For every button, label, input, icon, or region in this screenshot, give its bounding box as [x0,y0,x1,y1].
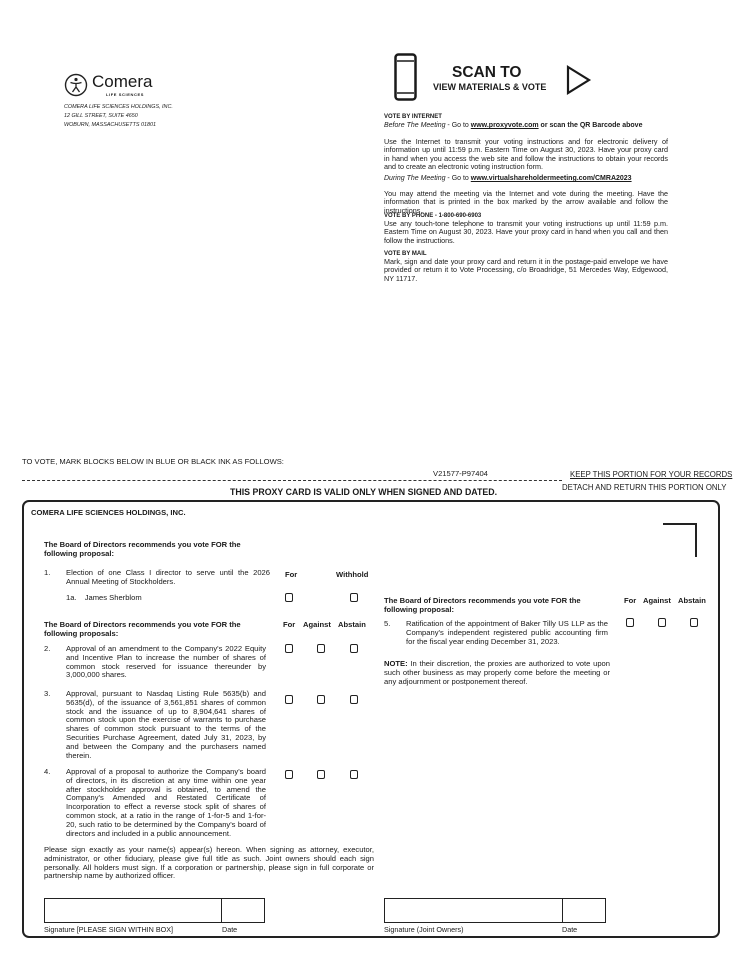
board-recommendation-1: The Board of Directors recommends you vote FOR the following proposal: [44,540,241,558]
proposal-2-abstain-checkbox[interactable] [350,644,358,653]
proposal-5-against-checkbox[interactable] [658,618,666,627]
joint-signature-label: Signature (Joint Owners) [384,925,464,934]
proposal-number: 4. [44,767,51,776]
valid-notice: THIS PROXY CARD IS VALID ONLY WHEN SIGNED AND DATED. [230,487,498,497]
nominee-name: James Sherblom [84,593,142,602]
scan-title: SCAN TO [452,64,522,81]
nominee-1a [66,594,142,603]
joint-signature-date-box[interactable] [562,898,606,923]
proposal-4-for-checkbox[interactable] [285,770,293,779]
proposal-2-for-checkbox[interactable] [285,644,293,653]
proposal-5-abstain-checkbox[interactable] [690,618,698,627]
proxyvote-link[interactable]: www.proxyvote.com [470,122,539,129]
board-recommendation-3: The Board of Directors recommends you vote FOR the following proposal: [384,596,581,614]
before-tail: or scan the QR Barcode above [538,122,643,129]
proposal-2-against-checkbox[interactable] [317,644,325,653]
virtual-meeting-link[interactable]: www.virtualshareholdermeeting.com/CMRA2023 [470,175,632,182]
before-label: Before The Meeting [384,122,446,129]
detach-portion-label: DETACH AND RETURN THIS PORTION ONLY [562,483,727,492]
proposal-3-abstain-checkbox[interactable] [350,695,358,704]
proposal-number: 2. [44,644,51,653]
signature-label: Signature [PLEASE SIGN WITHIN BOX] [44,925,174,934]
internet-para1: Use the Internet to transmit your voting instructions and for electronic delivery of information up until 11:59 p.m. Eastern Time on August 30, 2023. Have your proxy card in hand when you access the web site and follow the instructions to obtain your records and to create an electronic voting instruction form. [384,137,668,171]
card-company-name: COMERA LIFE SCIENCES HOLDINGS, INC. [31,508,186,517]
nominee-1a-for-checkbox[interactable] [285,593,293,602]
col-withhold: Withhold [336,570,369,579]
comera-logo-icon [64,73,88,97]
joint-signature-box[interactable] [384,898,563,923]
company-logo [64,72,174,100]
corner-mark [695,523,697,557]
mail-heading: VOTE BY MAIL [384,251,427,257]
phone-heading: VOTE BY PHONE - 1-800-690-6903 [384,213,482,219]
control-code: V21577-P97404 [433,469,488,478]
company-address [64,103,173,130]
proposal-4-against-checkbox[interactable] [317,770,325,779]
scan-subtitle: VIEW MATERIALS & VOTE [433,82,547,92]
logo-wordmark: Comera [92,72,153,91]
signature-date-box[interactable] [221,898,265,923]
nominee-number: 1a. [66,593,77,602]
internet-before-line [384,122,674,131]
joint-date-label: Date [562,925,578,934]
proposal-3-for-checkbox[interactable] [285,695,293,704]
corner-mark [663,523,697,525]
col-abstain-3: Abstain [678,596,706,605]
col-for-3: For [624,596,637,605]
date-label: Date [222,925,238,934]
mail-text: Mark, sign and date your proxy card and return it in the postage-paid envelope we have provided or return it to Vote Processing, c/o Broadridge, 51 Mercedes Way, Edgewood, NY 11717. [384,257,668,283]
proposal-number: 1. [44,568,51,577]
phone-icon [394,53,417,101]
sign-instructions: Please sign exactly as your name(s) appear(s) hereon. When signing as attorney, executor, administrator, or other fiduciary, please give full title as such. Joint owners should each sign personally. All holders must sign. If a corporation or partnership, please sign in full corporate or partnership name by authorized officer. [44,845,374,881]
proposal-number: 5. [384,619,391,628]
during-mid: - Go to [445,175,471,182]
proposal-4-abstain-checkbox[interactable] [350,770,358,779]
proposal-text: Ratification of the appointment of Baker Tilly US LLP as the Company's independent registered public accounting firm for the fiscal year ending December 31, 2023. [406,619,608,646]
mark-instruction: TO VOTE, MARK BLOCKS BELOW IN BLUE OR BLACK INK AS FOLLOWS: [22,457,284,466]
proposal-number: 3. [44,689,51,698]
keep-portion-label: KEEP THIS PORTION FOR YOUR RECORDS [570,470,733,479]
address-line: 12 GILL STREET, SUITE 4650 [64,113,138,119]
proposal-text: Election of one Class I director to serve until the 2026 Annual Meeting of Stockholders. [66,568,270,586]
proposal-text: Approval, pursuant to Nasdaq Listing Rule 5635(b) and 5635(d), of the issuance of 3,561,851 shares of common stock and the issuance of up to 8,904,641 shares of common stock upon the exercise of warrants to purchase shares of common stock pursuant to the terms of the Securities Purchase Agreement, dated July 31, 2023, by and between the Company and the purchasers named therein. [66,689,266,760]
before-mid: - Go to [445,122,471,129]
internet-para2: You may attend the meeting via the Internet and vote during the meeting. Have the information that is printed in the box marked by the arrow available and follow the instructions. [384,189,668,215]
address-line: WOBURN, MASSACHUSETTS 01801 [64,122,156,128]
proposal-5-for-checkbox[interactable] [626,618,634,627]
play-arrow-icon [566,65,592,95]
col-abstain-2: Abstain [338,620,366,629]
col-for: For [285,570,298,579]
col-against-2: Against [303,620,331,629]
board-recommendation-2: The Board of Directors recommends you vote FOR the following proposals: [44,620,241,638]
address-line: COMERA LIFE SCIENCES HOLDINGS, INC. [64,104,173,110]
logo-subtitle: LIFE SCIENCES [106,92,145,97]
proposal-text: Approval of an amendment to the Company's 2022 Equity and Incentive Plan to increase the number of shares of common stock reserved for issuance thereunder by 3,000,000 shares. [66,644,266,680]
proposal-3-against-checkbox[interactable] [317,695,325,704]
during-label: During The Meeting [384,175,446,182]
note-text: In their discretion, the proxies are authorized to vote upon such other business as may properly come before the meeting or any adjournment or postponement thereof. [384,659,610,686]
detach-dashed-line [22,480,562,481]
signature-box[interactable] [44,898,222,923]
internet-heading: VOTE BY INTERNET [384,114,442,120]
nominee-1a-withhold-checkbox[interactable] [350,593,358,602]
col-against-3: Against [643,596,671,605]
note-paragraph [384,660,610,686]
col-for-2: For [283,620,296,629]
note-label: NOTE: [384,659,408,668]
proposal-text: Approval of a proposal to authorize the Company's board of directors, in its discretion at any time within one year after stockholder approval is obtained, to amend the Company's Amended and Restated Certificate of Incorporation to effect a reverse stock split of shares of common stock, at a ratio in the range of 1-for-5 and 1-for-20, such ratio to be determined by the Company's board of directors and included in a public announcement. [66,767,266,838]
internet-during-line [384,175,674,184]
phone-text: Use any touch-tone telephone to transmit your voting instructions up until 11:59 p.m. Eastern Time on August 30, 2023. Have your proxy card in hand when you call and then follow the instructions. [384,219,668,245]
